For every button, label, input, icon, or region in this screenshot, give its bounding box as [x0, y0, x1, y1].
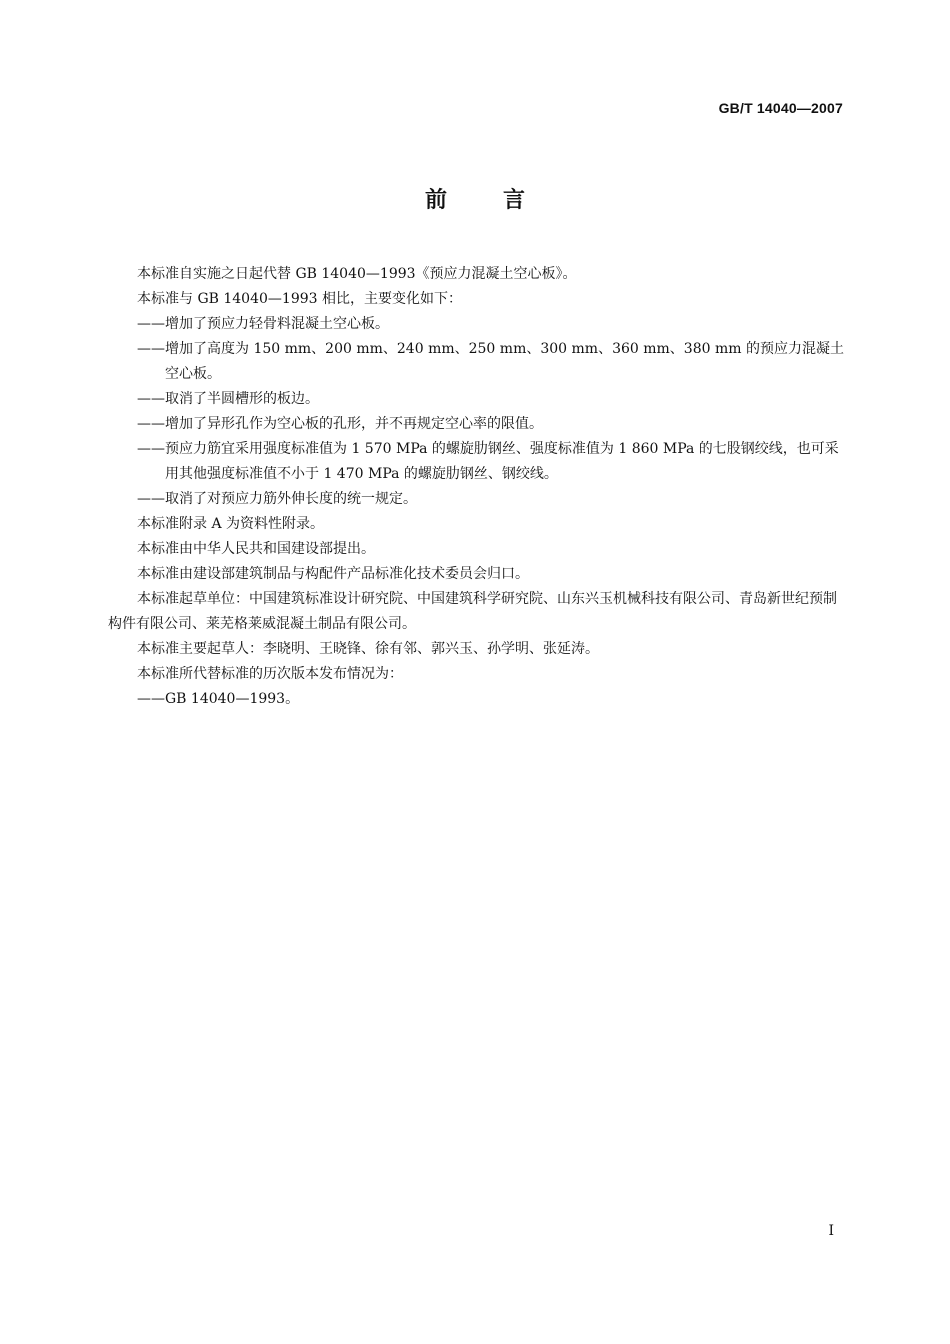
paragraph-history-intro: 本标准所代替标准的历次版本发布情况为：	[137, 666, 403, 682]
page-title: 前言	[424, 188, 581, 213]
paragraph-drafters: 本标准主要起草人：李晓明、王晓锋、徐有邻、郭兴玉、孙学明、张延涛。	[137, 641, 599, 657]
page-number: I	[828, 1223, 834, 1239]
history-item: ——GB 14040—1993。	[137, 691, 300, 707]
change-item: ——取消了半圆槽形的板边。	[137, 391, 319, 407]
paragraph-changes-intro: 本标准与 GB 14040—1993 相比，主要变化如下：	[137, 291, 462, 307]
paragraph-committee: 本标准由建设部建筑制品与构配件产品标准化技术委员会归口。	[137, 566, 529, 582]
change-item: ——预应力筋宜采用强度标准值为 1 570 MPa 的螺旋肋钢丝、强度标准值为 1 860 MPa 的七股钢绞线，也可采用其他强度标准值不小于 1 470 MPa 的螺旋肋钢丝、钢绞线。	[137, 441, 839, 482]
change-item: ——增加了高度为 150 mm、200 mm、240 mm、250 mm、300 mm、360 mm、380 mm 的预应力混凝土空心板。	[137, 341, 844, 382]
change-item: ——取消了对预应力筋外伸长度的统一规定。	[137, 491, 417, 507]
paragraph-drafting-units: 本标准起草单位：中国建筑标准设计研究院、中国建筑科学研究院、山东兴玉机械科技有限公司、青岛新世纪预制构件有限公司、莱芜格莱威混凝土制品有限公司。	[108, 591, 837, 632]
foreword-body	[108, 262, 844, 712]
standard-number: GB/T 14040—2007	[718, 100, 843, 116]
paragraph-proposer: 本标准由中华人民共和国建设部提出。	[137, 541, 375, 557]
change-item: ——增加了异形孔作为空心板的孔形，并不再规定空心率的限值。	[137, 416, 543, 432]
paragraph-replacement: 本标准自实施之日起代替 GB 14040—1993《预应力混凝土空心板》。	[137, 266, 577, 282]
change-item: ——增加了预应力轻骨料混凝土空心板。	[137, 316, 389, 332]
paragraph-appendix: 本标准附录 A 为资料性附录。	[137, 516, 325, 532]
